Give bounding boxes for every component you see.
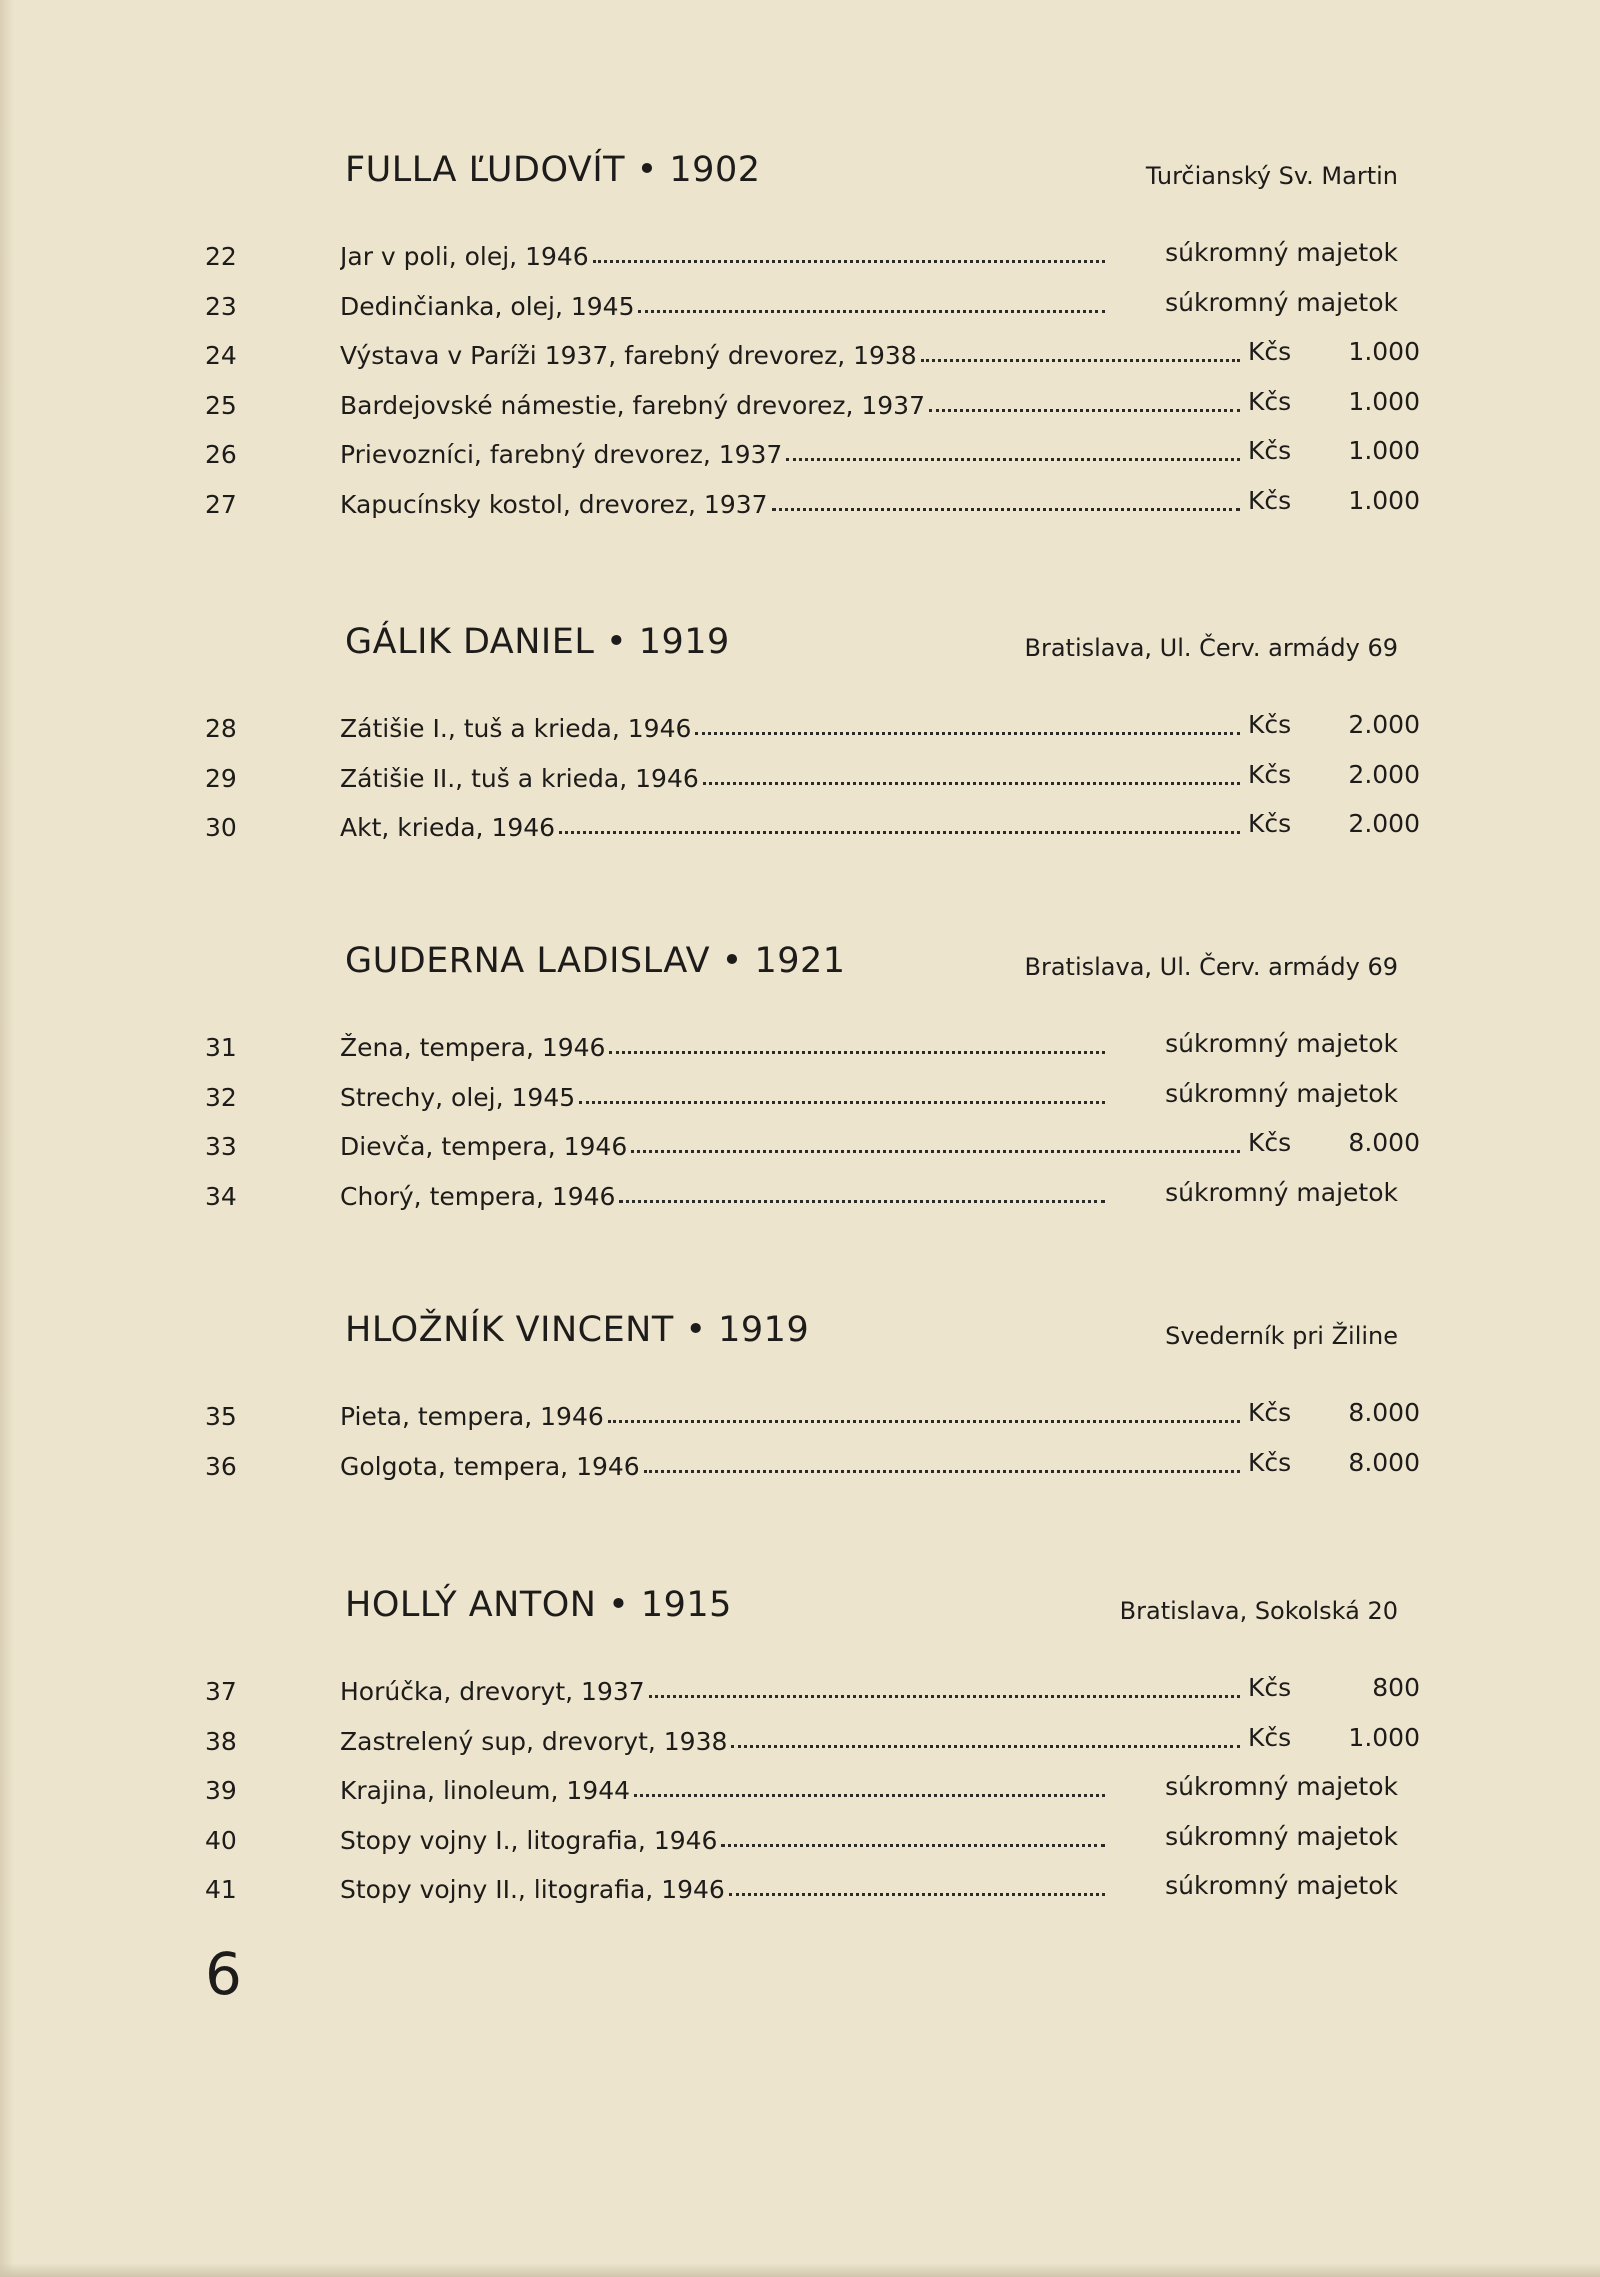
artist-section (0, 622, 1600, 859)
dot-leader (729, 1875, 1105, 1896)
price-currency: Kčs (1248, 710, 1292, 739)
dot-leader (721, 1826, 1105, 1847)
dot-leader (786, 440, 1240, 461)
artist-location: Svederník pri Žiline (1165, 1322, 1398, 1350)
entry-title-line (340, 242, 1105, 271)
price-amount: 2.000 (1348, 759, 1420, 789)
entry-title: Strechy, olej, 1945 (340, 1082, 576, 1112)
entry-title-line (340, 714, 1240, 743)
entry-ownership: súkromný majetok (1165, 238, 1398, 267)
entry-title-line (340, 1182, 1105, 1211)
price-amount: 2.000 (1348, 809, 1420, 838)
page-number: 6 (205, 1940, 242, 2008)
artist-section (0, 1310, 1600, 1497)
entry-title-line (340, 1677, 1240, 1706)
entry-list (0, 1029, 1600, 1227)
entry-number: 33 (205, 1132, 237, 1161)
dot-leader (634, 1776, 1105, 1797)
price-amount: 1.000 (1348, 386, 1420, 416)
entry-number: 25 (205, 390, 237, 420)
price-currency: Kčs (1248, 386, 1292, 416)
entry-ownership: súkromný majetok (1165, 1821, 1398, 1851)
artist-location: Bratislava, Sokolská 20 (1119, 1597, 1398, 1625)
entry-title: Krajina, linoleum, 1944 (340, 1776, 631, 1805)
entry-row (0, 1871, 1600, 1921)
entry-title-line (340, 1132, 1240, 1161)
entry-price (1248, 759, 1420, 789)
artist-header (0, 622, 1600, 692)
entry-ownership: súkromný majetok (1165, 1871, 1398, 1900)
entry-row (0, 436, 1600, 486)
entry-price (1248, 1673, 1420, 1702)
artist-header (0, 1585, 1600, 1655)
entry-row (0, 1673, 1600, 1723)
dot-leader (649, 1677, 1240, 1698)
entry-title: Kapucínsky kostol, drevorez, 1937 (340, 489, 768, 519)
entry-row (0, 288, 1600, 338)
entry-price (1248, 1722, 1420, 1752)
artist-name: FULLA ĽUDOVÍT • 1902 (345, 150, 761, 190)
entry-title: Prievozníci, farebný drevorez, 1937 (340, 440, 783, 469)
entry-title-line (340, 1402, 1240, 1431)
price-currency: Kčs (1248, 485, 1292, 515)
entry-price (1248, 436, 1420, 465)
dot-leader (631, 1132, 1240, 1153)
entry-row (0, 1128, 1600, 1178)
dot-leader (619, 1182, 1105, 1203)
entry-row (0, 809, 1600, 859)
entry-price (1248, 710, 1420, 739)
dot-leader (703, 764, 1240, 785)
entry-title: Dievča, tempera, 1946 (340, 1132, 628, 1161)
entry-row (0, 387, 1600, 437)
entry-row (0, 1822, 1600, 1872)
artist-section (0, 1585, 1600, 1921)
entry-row (0, 1772, 1600, 1822)
entry-title-line (340, 1875, 1105, 1904)
entry-title: Žena, tempera, 1946 (340, 1033, 606, 1062)
artist-header (0, 150, 1600, 220)
dot-leader (929, 391, 1240, 412)
entry-row (0, 1079, 1600, 1129)
entry-row (0, 1723, 1600, 1773)
entry-number: 29 (205, 763, 237, 793)
entry-title-line (340, 764, 1240, 793)
entry-number: 27 (205, 489, 237, 519)
entry-title: Golgota, tempera, 1946 (340, 1451, 640, 1481)
entry-title-line (340, 1033, 1105, 1062)
artist-location: Bratislava, Ul. Červ. armády 69 (1024, 634, 1398, 662)
artist-name: HLOŽNÍK VINCENT • 1919 (345, 1310, 810, 1350)
entry-price (1248, 809, 1420, 838)
dot-leader (695, 714, 1240, 735)
price-currency: Kčs (1248, 809, 1292, 838)
entry-ownership: súkromný majetok (1165, 287, 1398, 317)
entry-title: Akt, krieda, 1946 (340, 813, 556, 842)
entry-price (1248, 485, 1420, 515)
entry-list (0, 238, 1600, 535)
price-currency: Kčs (1248, 337, 1292, 366)
entry-title-line (340, 1727, 1240, 1756)
price-currency: Kčs (1248, 1673, 1292, 1702)
entry-title-line (340, 391, 1240, 420)
entry-title-line (340, 341, 1240, 370)
entry-number: 23 (205, 291, 237, 321)
price-currency: Kčs (1248, 759, 1292, 789)
entry-title-line (340, 440, 1240, 469)
entry-title: Horúčka, drevoryt, 1937 (340, 1677, 645, 1706)
entry-row (0, 337, 1600, 387)
entry-title: Stopy vojny II., litografia, 1946 (340, 1875, 725, 1904)
entry-title: Dedinčianka, olej, 1945 (340, 291, 635, 321)
entry-title: Výstava v Paríži 1937, farebný drevorez, 1938 (340, 341, 917, 370)
entry-number: 38 (205, 1726, 237, 1756)
page-bottom-edge (0, 2263, 1600, 2277)
artist-section (0, 150, 1600, 535)
price-currency: Kčs (1248, 1722, 1292, 1752)
entry-row (0, 486, 1600, 536)
entry-number: 22 (205, 242, 237, 271)
artist-location: Turčianský Sv. Martin (1145, 162, 1398, 190)
artist-name: HOLLÝ ANTON • 1915 (345, 1585, 732, 1625)
dot-leader (579, 1083, 1105, 1104)
entry-number: 41 (205, 1875, 237, 1904)
entry-title-line (340, 292, 1105, 321)
entry-number: 24 (205, 341, 237, 370)
entry-row (0, 1398, 1600, 1448)
artist-name: GUDERNA LADISLAV • 1921 (345, 941, 846, 981)
price-currency: Kčs (1248, 436, 1292, 465)
dot-leader (772, 490, 1240, 511)
artist-section (0, 941, 1600, 1227)
entry-ownership: súkromný majetok (1165, 1772, 1398, 1801)
entry-title-line (340, 1083, 1105, 1112)
price-currency: Kčs (1248, 1128, 1292, 1157)
entry-ownership: súkromný majetok (1165, 1029, 1398, 1058)
entry-row (0, 1029, 1600, 1079)
entry-title-line (340, 813, 1240, 842)
price-amount: 8.000 (1348, 1447, 1420, 1477)
entry-number: 37 (205, 1677, 237, 1706)
entry-price (1248, 337, 1420, 366)
entry-number: 32 (205, 1082, 237, 1112)
entry-title-line (340, 1826, 1105, 1855)
price-currency: Kčs (1248, 1447, 1292, 1477)
price-currency: Kčs (1248, 1398, 1292, 1427)
entry-price (1248, 386, 1420, 416)
entry-number: 36 (205, 1451, 237, 1481)
entry-title: Stopy vojny I., litografia, 1946 (340, 1825, 718, 1855)
dot-leader (608, 1402, 1240, 1423)
entry-title: Jar v poli, olej, 1946 (340, 242, 589, 271)
entry-title: Bardejovské námestie, farebný drevorez, 1937 (340, 390, 925, 420)
entry-row (0, 238, 1600, 288)
price-amount: 1.000 (1348, 436, 1420, 465)
price-amount: 8.000 (1348, 1128, 1420, 1157)
entry-list (0, 1398, 1600, 1497)
price-amount: 1.000 (1348, 337, 1420, 366)
dot-leader (731, 1727, 1240, 1748)
entry-title: Chorý, tempera, 1946 (340, 1181, 616, 1211)
entry-number: 28 (205, 714, 237, 743)
entry-list (0, 1673, 1600, 1921)
price-amount: 8.000 (1348, 1398, 1420, 1427)
entry-row (0, 1178, 1600, 1228)
artist-header (0, 1310, 1600, 1380)
entry-list (0, 710, 1600, 859)
entry-price (1248, 1128, 1420, 1157)
entry-price (1248, 1447, 1420, 1477)
entry-row (0, 1448, 1600, 1498)
dot-leader (921, 341, 1240, 362)
entry-title: Zastrelený sup, drevoryt, 1938 (340, 1726, 728, 1756)
entry-number: 34 (205, 1181, 237, 1211)
entry-title: Zátišie I., tuš a krieda, 1946 (340, 714, 692, 743)
dot-leader (609, 1033, 1105, 1054)
artist-location: Bratislava, Ul. Červ. armády 69 (1024, 953, 1398, 981)
entry-row (0, 760, 1600, 810)
artist-header (0, 941, 1600, 1011)
artist-name: GÁLIK DANIEL • 1919 (345, 622, 730, 662)
dot-leader (638, 292, 1105, 313)
entry-number: 40 (205, 1825, 237, 1855)
entry-number: 39 (205, 1776, 237, 1805)
entry-number: 31 (205, 1033, 237, 1062)
price-amount: 800 (1372, 1673, 1420, 1702)
price-amount: 2.000 (1348, 710, 1420, 739)
entry-title-line (340, 490, 1240, 519)
entry-title: Zátišie II., tuš a krieda, 1946 (340, 763, 699, 793)
entry-number: 30 (205, 813, 237, 842)
entry-ownership: súkromný majetok (1165, 1078, 1398, 1108)
price-amount: 1.000 (1348, 1722, 1420, 1752)
dot-leader (593, 242, 1105, 263)
entry-price (1248, 1398, 1420, 1427)
dot-leader (559, 813, 1240, 834)
entry-title-line (340, 1776, 1105, 1805)
entry-ownership: súkromný majetok (1165, 1177, 1398, 1207)
entry-row (0, 710, 1600, 760)
entry-title-line (340, 1452, 1240, 1481)
entry-number: 26 (205, 440, 237, 469)
price-amount: 1.000 (1348, 485, 1420, 515)
dot-leader (644, 1452, 1240, 1473)
entry-number: 35 (205, 1402, 237, 1431)
entry-title: Pieta, tempera, 1946 (340, 1402, 604, 1431)
